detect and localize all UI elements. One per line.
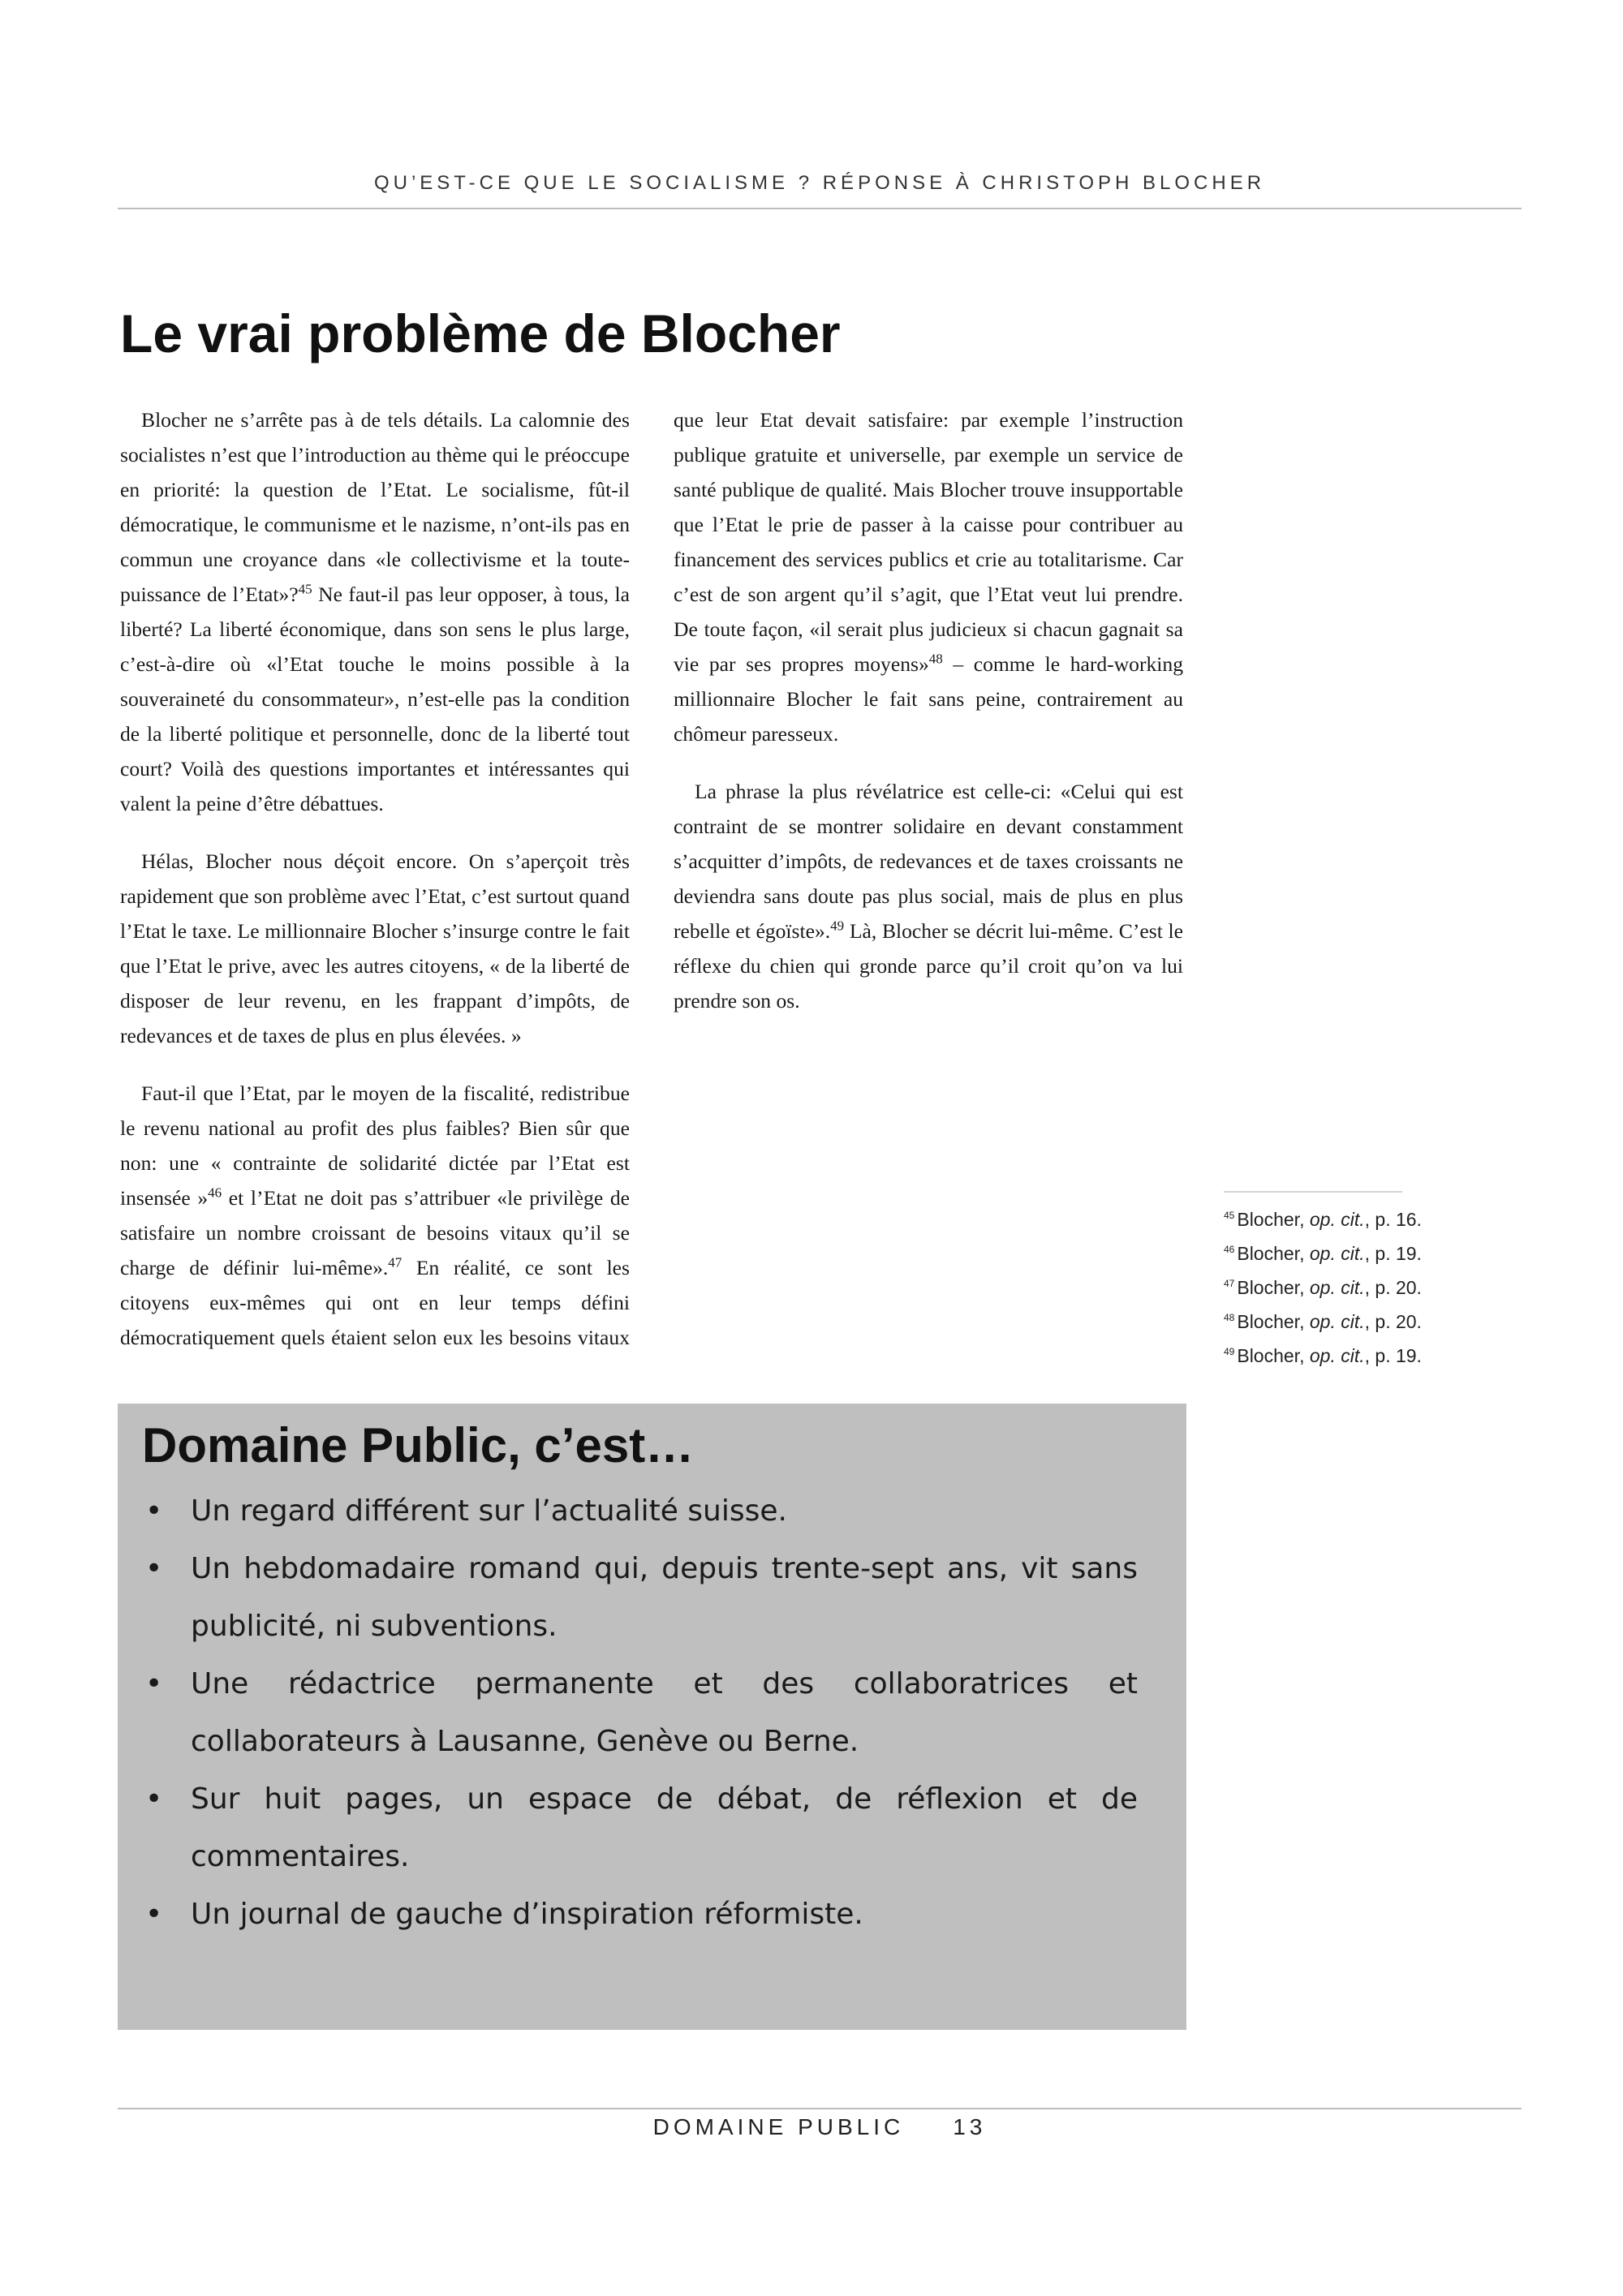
domaine-public-box — [118, 1404, 1186, 2030]
footnote-number: 45 — [1224, 1210, 1235, 1222]
page-number: 13 — [953, 2114, 987, 2139]
article-column-left — [120, 402, 630, 1355]
footnote-ref: 48 — [928, 651, 943, 667]
list-item — [142, 1482, 1138, 1540]
paragraph-text: Là, Blocher se décrit lui-même. C’est le réflexe du chien qui gronde parce qu’il croit qu’on va lui prendre son os. — [674, 919, 1183, 1013]
article-paragraph-continued — [674, 402, 1183, 751]
footnote — [1224, 1202, 1492, 1236]
list-item — [142, 1655, 1138, 1770]
footnote-ref-text: op. cit. — [1309, 1209, 1365, 1230]
footnote — [1224, 1305, 1492, 1339]
footnote-author: Blocher, — [1237, 1277, 1310, 1298]
publication-name: DOMAINE PUBLIC — [652, 2114, 905, 2139]
footnote — [1224, 1271, 1492, 1305]
paragraph-text: Hélas, Blocher nous déçoit encore. On s’aperçoit très rapidement que son problème avec l’Etat, c’est surtout quand l’Etat le taxe. Le millionnaire Blocher s’insurge contre le fait que l’Etat le prive, avec les autres citoyens, « de la liberté de disposer de leur revenu, en les frappant d’impôts, de redevances et de taxes de plus en plus élevées. » — [120, 849, 630, 1047]
paragraph-text: que leur Etat devait satisfaire: par exemple l’instruction publique gratuite et universelle, par exemple un service de santé publique de qualité. Mais Blocher trouve insupportable que l’Etat le prie de passer à la caisse pour contribuer au financement des services publics et crie au totalitarisme. Car c’est de son argent qu’il s’agit, que l’Etat veut lui prendre. De toute façon, «il serait plus judicieux si chacun gagnait sa vie par ses propres moyens» — [674, 408, 1183, 676]
header-rule — [118, 208, 1522, 209]
bullet-icon: • — [145, 1898, 163, 1931]
footer-rule — [118, 2108, 1522, 2109]
article-title: Le vrai problème de Blocher — [120, 303, 841, 363]
list-item-text: Une rédactrice permanente et des collaboratrices et collaborateurs à Lausanne, Genève ou Berne. — [191, 1667, 1138, 1758]
paragraph-text: – comme le hard-working millionnaire Blocher le fait sans peine, contrairement au chômeur paresseux. — [674, 652, 1183, 746]
footnote-page: , p. 16. — [1364, 1209, 1422, 1230]
footnote-author: Blocher, — [1237, 1311, 1310, 1332]
bullet-icon: • — [145, 1667, 163, 1701]
list-item-text: Sur huit pages, un espace de débat, de réflexion et de commentaires. — [191, 1782, 1138, 1873]
footnote-number: 46 — [1224, 1244, 1235, 1256]
bullet-icon: • — [145, 1494, 163, 1528]
article-paragraph — [120, 402, 630, 821]
paragraph-text: En réalité, ce sont les citoyens eux-mêmes qui ont en leur temps défini démocratiquement quels étaient selon eux les besoins vitaux — [120, 1256, 630, 1349]
article-paragraph — [120, 1076, 630, 1355]
footnote-author: Blocher, — [1237, 1209, 1310, 1230]
footnotes-rule — [1224, 1191, 1402, 1193]
footnote — [1224, 1236, 1492, 1271]
running-head: QU’EST-CE QUE LE SOCIALISME ? RÉPONSE À CHRISTOPH BLOCHER — [373, 172, 1266, 194]
list-item — [142, 1770, 1138, 1885]
article-paragraph — [674, 774, 1183, 1018]
list-item — [142, 1540, 1138, 1655]
footnote-author: Blocher, — [1237, 1345, 1310, 1366]
bullet-icon: • — [145, 1782, 163, 1816]
footnote-author: Blocher, — [1237, 1243, 1310, 1264]
footnote-ref-text: op. cit. — [1309, 1277, 1365, 1298]
list-item — [142, 1885, 1138, 1943]
footnote-number: 49 — [1224, 1346, 1235, 1358]
footnote — [1224, 1339, 1492, 1373]
paragraph-text: Faut-il que l’Etat, par le moyen de la fiscalité, redistribue le revenu national au profit des plus faibles? Bien sûr que non: une « contrainte de solidarité dictée par l’Etat est insensée » — [120, 1081, 630, 1210]
footnote-ref: 46 — [208, 1185, 222, 1201]
column-continuation — [674, 402, 1183, 751]
footnote-page: , p. 20. — [1364, 1277, 1422, 1298]
footnote-ref: 45 — [298, 581, 312, 597]
footnote-page: , p. 19. — [1364, 1345, 1422, 1366]
bullet-icon: • — [145, 1552, 163, 1585]
footnote-ref-text: op. cit. — [1309, 1243, 1365, 1264]
footnote-ref: 49 — [830, 918, 845, 934]
box-title: Domaine Public, c’est… — [142, 1418, 695, 1473]
list-item-text: Un hebdomadaire romand qui, depuis trente-sept ans, vit sans publicité, ni subventions. — [191, 1552, 1138, 1643]
list-item-text: Un regard différent sur l’actualité suisse. — [191, 1494, 787, 1528]
paragraph-text: Blocher ne s’arrête pas à de tels détails. La calomnie des socialistes n’est que l’introduction au thème qui le préoccupe en priorité: la question de l’Etat. Le socialisme, fût-il démocratique, le communisme et le nazisme, n’ont-ils pas en commun une croyance dans «le collectivisme et la toute-puissance de l’Etat»? — [120, 408, 630, 606]
list-item-text: Un journal de gauche d’inspiration réformiste. — [191, 1898, 863, 1931]
footnote-page: , p. 19. — [1364, 1243, 1422, 1264]
paragraph-text: Ne faut-il pas leur opposer, à tous, la liberté? La liberté économique, dans son sens le plus large, c’est-à-dire où «l’Etat touche le moins possible à la souveraineté du consommateur», n’est-elle pas la condition de la liberté politique et personnelle, donc de la liberté tout court? Voilà des questions importantes et intéressantes qui valent la peine d’être débattues. — [120, 583, 630, 815]
footnote-ref-text: op. cit. — [1309, 1311, 1365, 1332]
paragraph-text: et l’Etat ne doit pas s’attribuer «le privilège de satisfaire un nombre croissant de besoins vitaux qu’il se charge de définir lui-même». — [120, 1186, 630, 1279]
box-list — [142, 1482, 1162, 1943]
page-footer — [118, 2114, 1522, 2140]
footnote-ref-text: op. cit. — [1309, 1345, 1365, 1366]
article-column-right — [674, 402, 1183, 1041]
paragraph-text: La phrase la plus révélatrice est celle-ci: «Celui qui est contraint de se montrer solidaire en devant constamment s’acquitter d’impôts, de redevances et de taxes croissants ne deviendra sans doute pas plus social, mais de plus en plus rebelle et égoïste». — [674, 780, 1183, 943]
footnote-ref: 47 — [388, 1254, 403, 1271]
footnote-page: , p. 20. — [1364, 1311, 1422, 1332]
footnotes — [1224, 1202, 1492, 1373]
footnote-number: 48 — [1224, 1312, 1235, 1324]
article-paragraph — [120, 844, 630, 1053]
footnote-number: 47 — [1224, 1278, 1235, 1290]
